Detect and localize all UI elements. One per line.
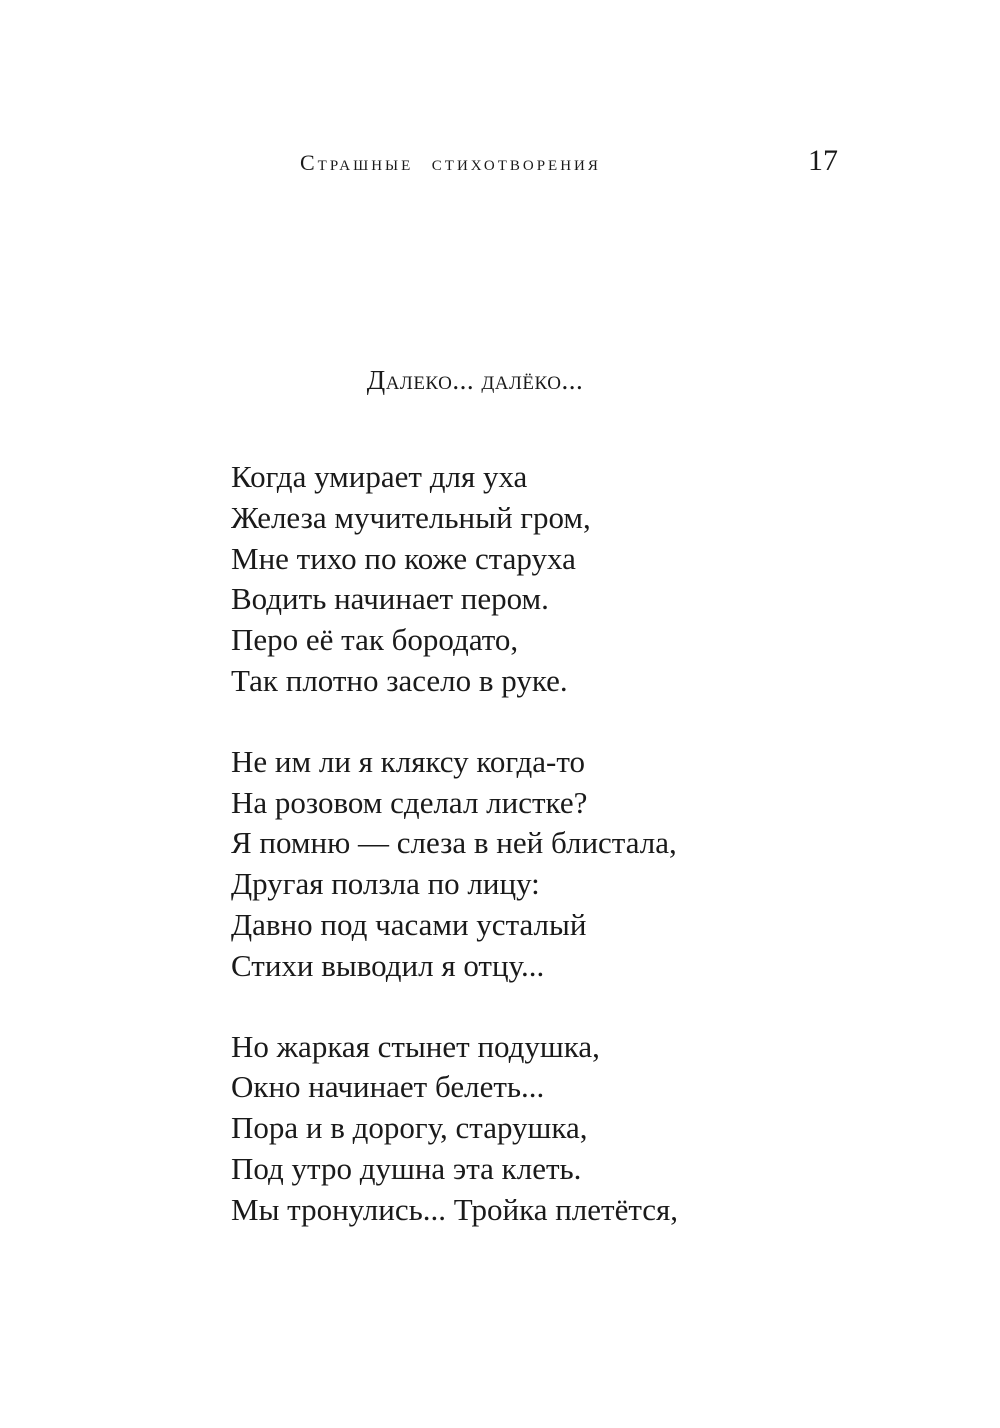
poem-line: Другая ползла по лицу:	[231, 866, 540, 902]
poem-line: Железа мучительный гром,	[231, 499, 591, 535]
stanza-3	[231, 1027, 678, 1231]
stanza-2	[231, 742, 678, 987]
poem-body	[231, 457, 678, 1271]
poem-line: Мы тронулись... Тройка плетётся,	[231, 1191, 679, 1227]
poem-line: Не им ли я кляксу когда-то	[231, 743, 586, 779]
poem-line: Окно начинает белеть...	[231, 1069, 545, 1105]
poem-line: Давно под часами усталый	[231, 906, 587, 942]
poem-line: Под утро душна эта клеть.	[231, 1150, 582, 1186]
poem-line: Стихи выводил я отцу...	[231, 947, 545, 983]
poem-line: Так плотно засело в руке.	[231, 662, 568, 698]
poem-line: Но жаркая стынет подушка,	[231, 1028, 600, 1064]
poem-title: Далеко... далёко...	[366, 365, 584, 395]
poem-line: Когда умирает для уха	[231, 459, 528, 494]
poem-line: На розовом сделал листке?	[231, 784, 588, 820]
poem-line: Мне тихо по коже старуха	[231, 540, 576, 576]
poem-line: Я помню — слеза в ней блистала,	[231, 825, 677, 861]
stanza-1	[231, 457, 678, 702]
poem-line: Перо её так бородато,	[231, 622, 519, 658]
poem-line: Пора и в дорогу, старушка,	[231, 1110, 588, 1146]
page-number: 17	[808, 144, 838, 177]
running-head: Страшные стихотворения	[300, 150, 601, 175]
poem-line: Водить начинает пером.	[231, 581, 549, 617]
